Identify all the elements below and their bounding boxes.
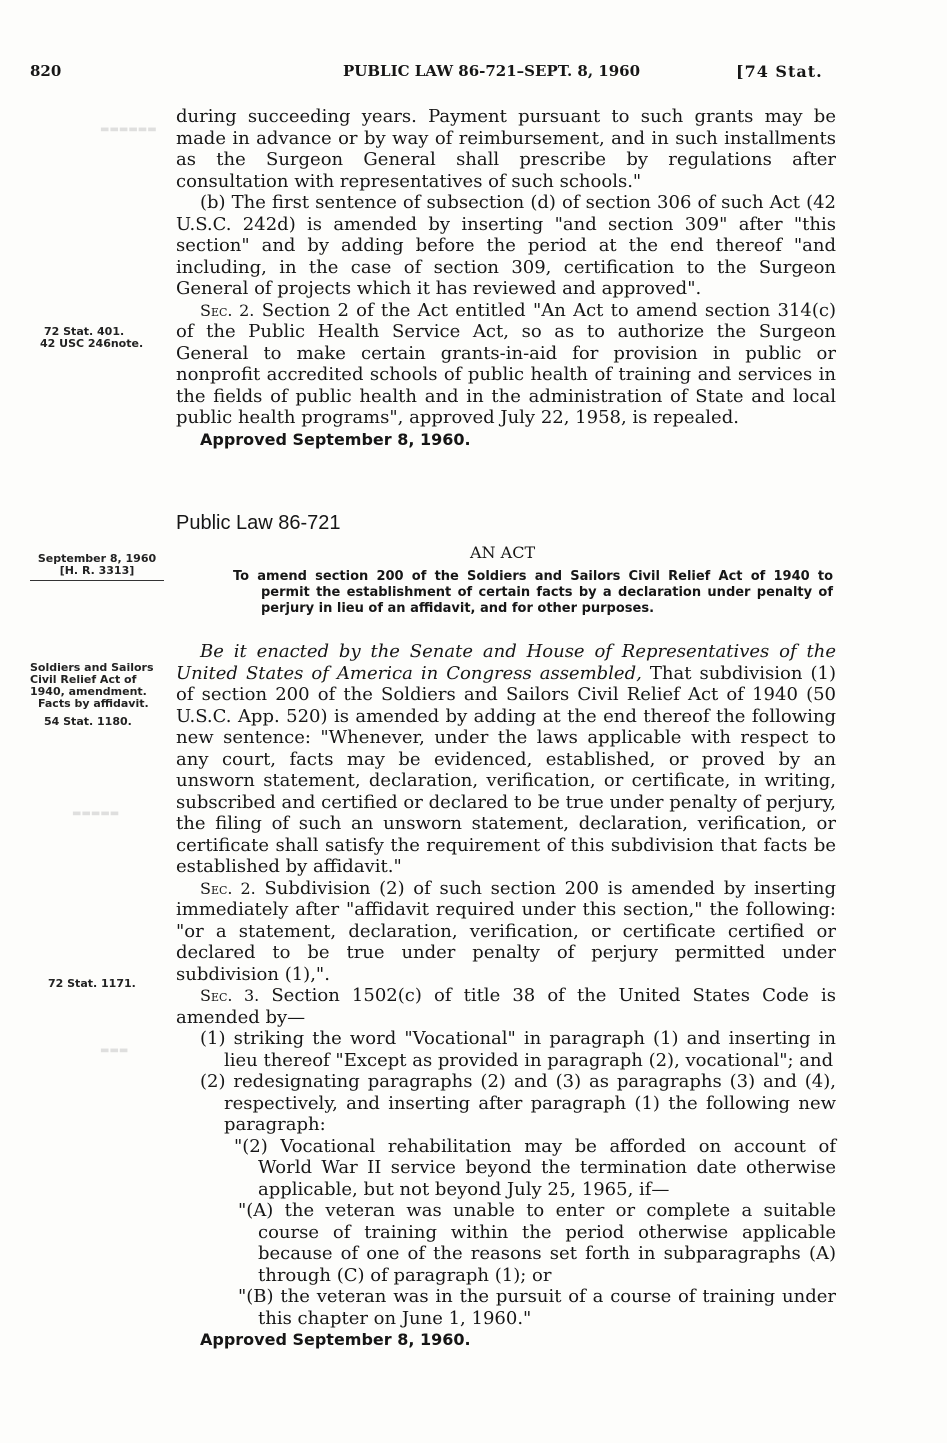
- act-heading: AN ACT: [470, 543, 536, 562]
- paragraph: Sec. 2. Section 2 of the Act entitled "An Act to amend section 314(c) of the Public Health Service Act, so as to authorize the Surgeon General to make certain grants-in-aid for provision in public or nonprofit accredited schools of public health of training and services in the fields of public health and in the administration of State and local public health programs", approved July 22, 1958, is repealed.: [176, 299, 836, 428]
- bleed-through-mark: ▬▬▬▬▬▬: [100, 124, 157, 135]
- margin-note-date: September 8, 1960 [H. R. 3313]: [30, 553, 164, 581]
- quoted-paragraph: "(2) Vocational rehabilitation may be afforded on account of World War II service beyond the termination date otherwise applicable, but not beyond July 25, 1965, if—: [234, 1135, 836, 1200]
- text-block-top: [176, 106, 836, 450]
- sub-item: "(A) the veteran was unable to enter or complete a suitable course of training within the period otherwise applicable because of one of the reasons set forth in subparagraphs (A) through (C) of paragraph (1); or: [238, 1200, 836, 1286]
- margin-note-citation: 72 Stat. 1171.: [48, 977, 136, 990]
- text-block-law: [176, 641, 836, 1351]
- law-title: Public Law 86-721: [176, 512, 341, 534]
- paragraph: Sec. 3. Section 1502(c) of title 38 of the United States Code is amended by—: [176, 985, 836, 1028]
- paragraph: Be it enacted by the Senate and House of Representatives of the United States of America in Congress assembled, That subdivision (1) of section 200 of the Soldiers and Sailors Civil Relief Act of 1940 (50 U.S.C. App. 520) is amended by adding at the end thereof the following new sentence: "Whenever, under the laws applicable with respect to any court, facts may be evidenced, established, or proved by an unsworn statement, declaration, verification, or certificate, in writing, subscribed and certified or declared to be true under penalty of perjury, the filing of such an unsworn statement, declaration, verification, or certificate shall satisfy the requirement of this subdivision that facts be established by affidavit.": [176, 641, 836, 877]
- margin-note-topic: Soldiers and Sailors Civil Relief Act of 1940, amendment. Facts by affidavit. 54 Stat. 1180.: [30, 661, 154, 728]
- margin-note-citation: 72 Stat. 401. 42 USC 246note.: [40, 325, 144, 350]
- purpose-clause: To amend section 200 of the Soldiers and Sailors Civil Relief Act of 1940 to permit the establishment of certain facts by a declaration under penalty of perjury in lieu of an affidavit, and for other purposes.: [233, 569, 833, 616]
- paragraph: during succeeding years. Payment pursuant to such grants may be made in advance or by way of reimbursement, and in such installments as the Surgeon General shall prescribe by regulations after consultation with representatives of such schools.": [176, 106, 836, 192]
- approval-line: Approved September 8, 1960.: [200, 429, 471, 449]
- sub-item: "(B) the veteran was in the pursuit of a course of training under this chapter on June 1, 1960.": [238, 1286, 836, 1329]
- approval-line: Approved September 8, 1960.: [200, 1330, 471, 1349]
- bleed-through-mark: ▬▬▬: [100, 1045, 129, 1056]
- section-label: Sec. 2.: [200, 300, 255, 320]
- paragraph: Sec. 2. Subdivision (2) of such section 200 is amended by inserting immediately after "affidavit required under this section," the following: "or a statement, declaration, verification, or certificate certified or declared to be true under penalty of perjury permitted under subdivision (1),".: [176, 877, 836, 985]
- enacting-clause: Be it enacted by the Senate and House of Representatives of the United States of America in Congress assembled,: [176, 641, 836, 684]
- volume-reference: [74 Stat.: [736, 62, 823, 81]
- section-label: Sec. 3.: [200, 986, 260, 1005]
- running-title: PUBLIC LAW 86-721–SEPT. 8, 1960: [343, 62, 641, 80]
- bleed-through-mark: ▬▬▬▬▬: [72, 808, 120, 819]
- list-item: (1) striking the word "Vocational" in paragraph (1) and inserting in lieu thereof "Except as provided in paragraph (2), vocational"; and: [200, 1028, 836, 1071]
- list-item: (2) redesignating paragraphs (2) and (3) as paragraphs (3) and (4), respectively, and inserting after paragraph (1) the following new paragraph:: [200, 1071, 836, 1135]
- section-label: Sec. 2.: [200, 878, 256, 898]
- paragraph: (b) The first sentence of subsection (d) of section 306 of such Act (42 U.S.C. 242d) is amended by inserting "and section 309" after "this section" and by adding before the period at the end thereof "and including, in the case of section 309, certification to the Surgeon General of projects which it has reviewed and approved".: [176, 192, 836, 299]
- page-number: 820: [30, 62, 62, 80]
